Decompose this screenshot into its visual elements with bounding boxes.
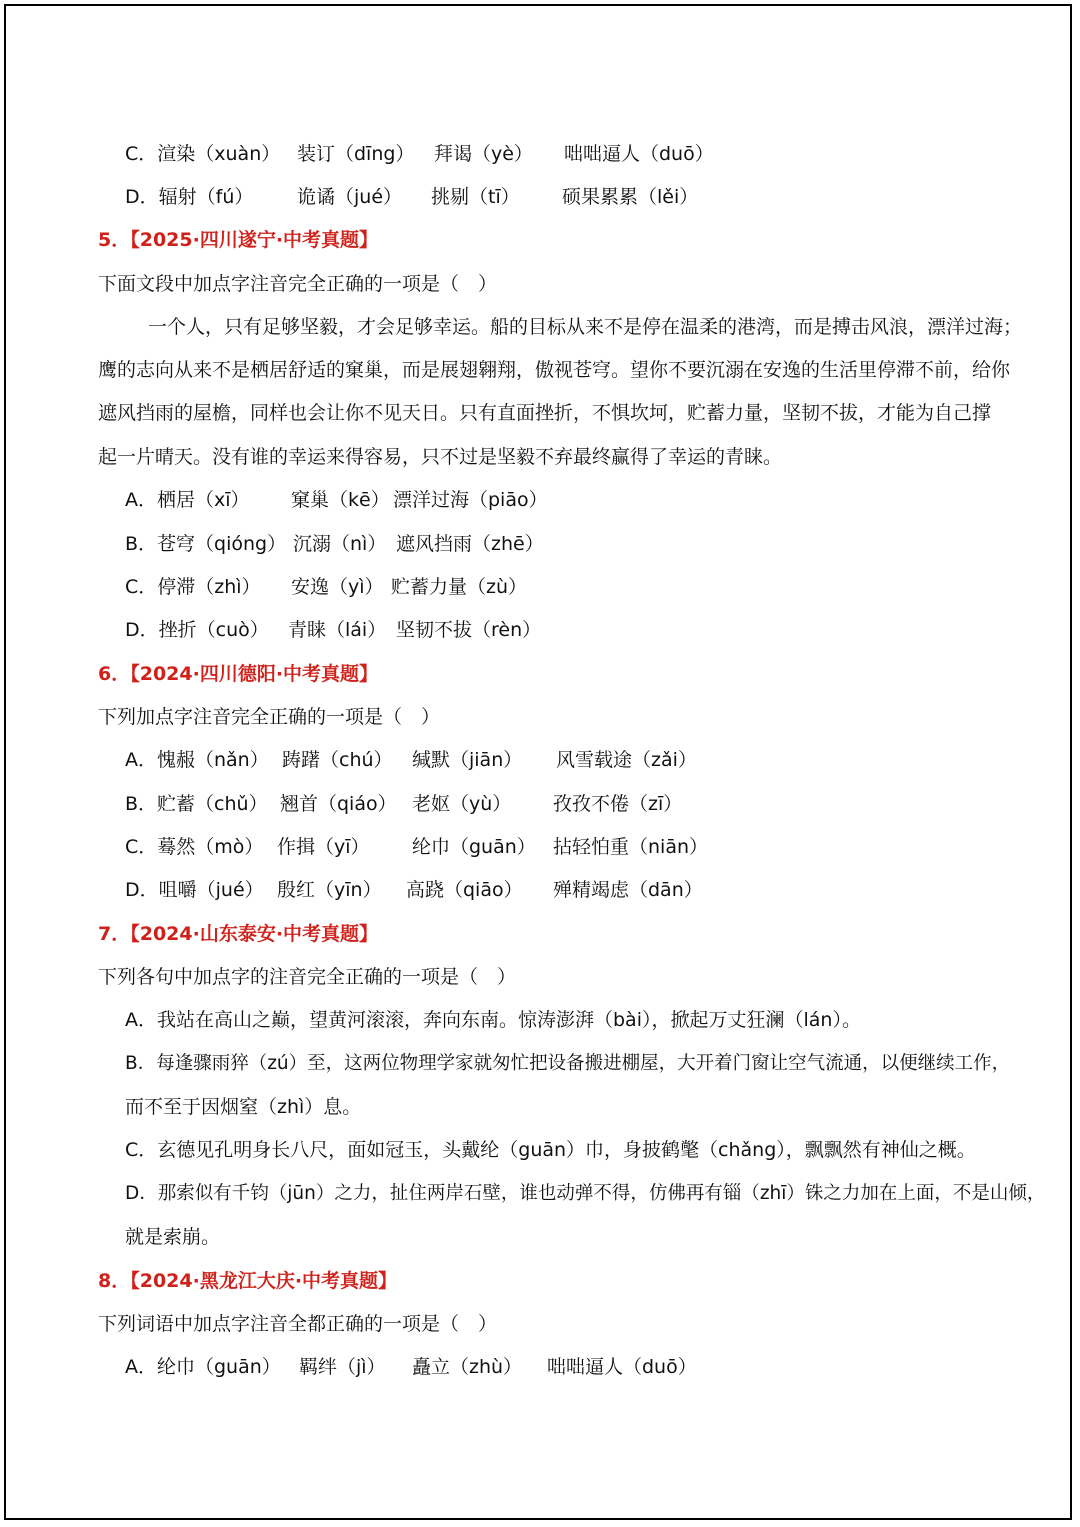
q6-d-3: 高跷（qiāo） [406, 879, 523, 901]
q7-option-d-continued: 就是索崩。 [125, 1226, 221, 1248]
q5-c-1: C．停滞（zhì） [125, 576, 261, 598]
q4-d-1: D．辐射（fú） [125, 186, 254, 208]
q4-d-4: 硕果累累（lěi） [562, 186, 699, 208]
q6-c-3: 纶巾（guān） [412, 836, 536, 858]
q7-heading: 7．【2024·山东泰安·中考真题】 [98, 923, 379, 945]
q8-heading: 8．【2024·黑龙江大庆·中考真题】 [98, 1270, 398, 1292]
q6-c-1: C．蓦然（mò） [125, 836, 264, 858]
q5-a-2: 窠巢（kē） [291, 489, 390, 511]
q8-a-4: 咄咄逼人（duō） [547, 1356, 697, 1378]
q6-c-2: 作揖（yī） [277, 836, 370, 858]
q7-option-b-continued: 而不至于因烟窒（zhì）息。 [125, 1096, 362, 1118]
q6-stem: 下列加点字注音完全正确的一项是（ ） [98, 706, 441, 728]
q8-a-2: 羁绊（jì） [299, 1356, 386, 1378]
q5-d-2: 青睐（lái） [288, 619, 387, 641]
q6-a-4: 风雪载途（zǎi） [556, 749, 697, 771]
q6-b-3: 老妪（yù） [412, 793, 512, 815]
q7-option-b[interactable]: B．每逢骤雨猝（zú）至，这两位物理学家就匆忙把设备搬进棚屋，大开着门窗让空气流通，以便继续工作， [125, 1053, 1011, 1074]
q4-d-2: 诡谲（jué） [297, 186, 403, 208]
q5-passage-line-2: 鹰的志向从来不是栖居舒适的窠巢，而是展翅翱翔，傲视苍穹。望你不要沉溺在安逸的生活里停滞不前，给你 [98, 359, 1011, 381]
q7-option-d[interactable]: D．那索似有千钧（jūn）之力，扯住两岸石壁，谁也动弹不得，仿佛再有锱（zhī）铢之力加在上面，不是山倾， [125, 1183, 1046, 1204]
q6-b-4: 孜孜不倦（zī） [553, 793, 683, 815]
q5-d-1: D．挫折（cuò） [125, 619, 269, 641]
q6-b-2: 翘首（qiáo） [280, 793, 397, 815]
q4-c-4: 咄咄逼人（duō） [564, 143, 714, 165]
q7-stem: 下列各句中加点字的注音完全正确的一项是（ ） [98, 966, 517, 988]
q5-heading: 5．【2025·四川遂宁·中考真题】 [98, 229, 379, 251]
q7-option-a[interactable]: A．我站在高山之巅，望黄河滚滚，奔向东南。惊涛澎湃（bài），掀起万丈狂澜（lán）。 [125, 1009, 861, 1031]
q5-c-2: 安逸（yì） [291, 576, 384, 598]
q4-c-1: C．渲染（xuàn） [125, 143, 281, 165]
q8-stem: 下列词语中加点字注音全都正确的一项是（ ） [98, 1313, 498, 1335]
q6-a-2: 踌躇（chú） [282, 749, 393, 771]
q5-b-1: B．苍穹（qióng） [125, 533, 287, 555]
q4-c-2: 装订（dīng） [297, 143, 415, 165]
q6-d-2: 殷红（yīn） [277, 879, 382, 901]
q6-heading: 6．【2024·四川德阳·中考真题】 [98, 663, 379, 685]
q5-d-3: 坚韧不拔（rèn） [396, 619, 542, 641]
q5-c-3: 贮蓄力量（zù） [391, 576, 528, 598]
q5-passage-line-4: 起一片晴天。没有谁的幸运来得容易，只不过是坚毅不弃最终赢得了幸运的青睐。 [98, 446, 783, 468]
q5-b-2: 沉溺（nì） [293, 533, 387, 555]
q8-a-3: 矗立（zhù） [412, 1356, 523, 1378]
q5-b-3: 遮风挡雨（zhē） [396, 533, 544, 555]
q4-c-3: 拜谒（yè） [434, 143, 533, 165]
q4-d-3: 挑剔（tī） [431, 186, 520, 208]
q6-d-1: D．咀嚼（jué） [125, 879, 264, 901]
q5-a-1: A．栖居（xī） [125, 489, 250, 511]
q6-a-1: A．愧赧（nǎn） [125, 749, 269, 771]
q7-option-c[interactable]: C．玄德见孔明身长八尺，面如冠玉，头戴纶（guān）巾，身披鹤氅（chǎng），飘飘然有神仙之概。 [125, 1139, 976, 1161]
q6-c-4: 拈轻怕重（niān） [553, 836, 709, 858]
q5-stem: 下面文段中加点字注音完全正确的一项是（ ） [98, 273, 498, 295]
q6-a-3: 缄默（jiān） [412, 749, 523, 771]
q5-passage-line-1: 一个人，只有足够坚毅，才会足够幸运。船的目标从来不是停在温柔的港湾，而是搏击风浪，漂洋过海； [148, 316, 1023, 338]
q5-passage-line-3: 遮风挡雨的屋檐，同样也会让你不见天日。只有直面挫折，不惧坎坷，贮蓄力量，坚韧不拔，才能为自己撑 [98, 402, 992, 424]
q6-b-1: B．贮蓄（chǔ） [125, 793, 268, 815]
q5-a-3: 漂洋过海（piāo） [393, 489, 548, 511]
q6-d-4: 殚精竭虑（dān） [553, 879, 703, 901]
q8-a-1: A．纶巾（guān） [125, 1356, 281, 1378]
